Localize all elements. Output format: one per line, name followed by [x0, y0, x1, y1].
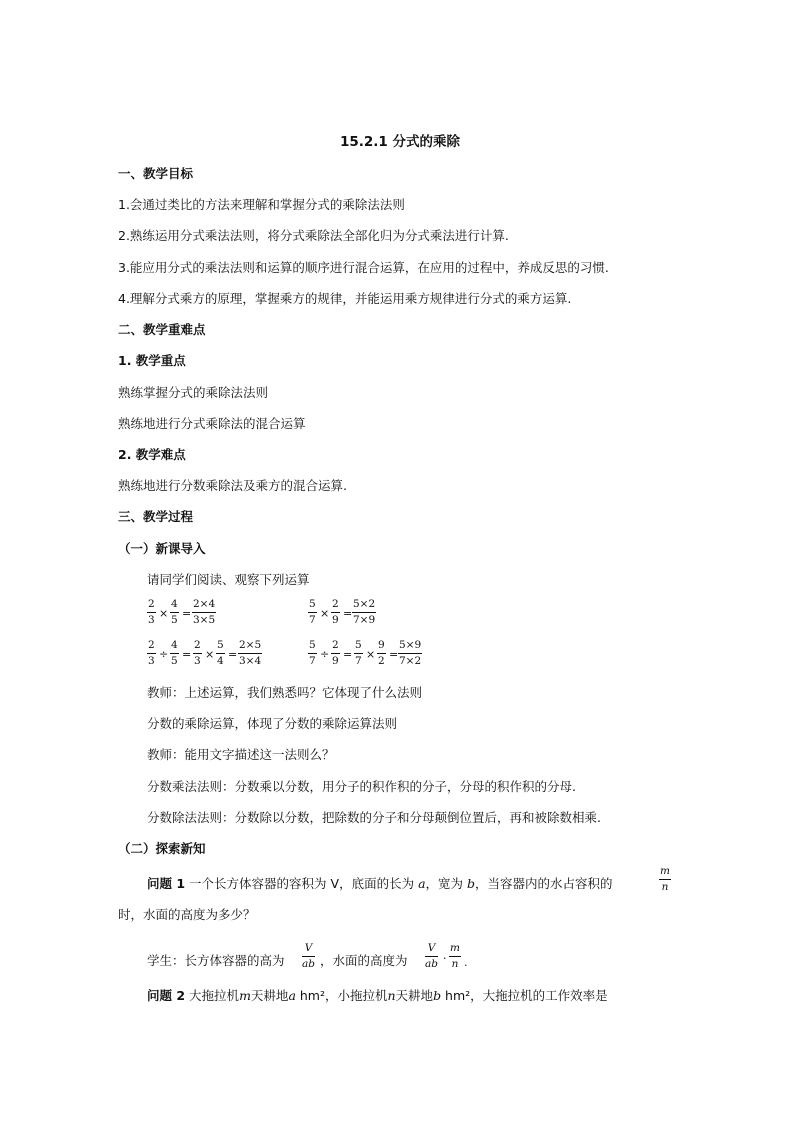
- math-fraction: $\frac{5}{7}$: [309, 639, 316, 667]
- subheading-difficulty: 2. 教学难点: [118, 447, 186, 462]
- section-heading-keypoints: 二、教学重难点: [118, 322, 206, 337]
- math-operator: =: [343, 648, 353, 661]
- dialog-line: 教师：上述运算，我们熟悉吗？它体现了什么法则: [147, 685, 423, 700]
- math-operator: ×: [320, 607, 330, 620]
- question-text: 天耕地: [250, 988, 289, 1003]
- math-fraction: $\frac{2\times 5}{3\times 4}$: [239, 639, 262, 667]
- math-variable: a: [288, 988, 296, 1003]
- part-heading-explore: （二）探索新知: [118, 841, 206, 856]
- math-operator: =: [228, 648, 238, 661]
- math-fraction: $\frac{5}{7}$: [309, 598, 316, 626]
- question-text: ，宽为: [425, 876, 464, 891]
- math-fraction: $\frac{5}{7}$: [355, 639, 362, 667]
- dialog-line: 分数的乘除运算，体现了分数的乘除运算法则: [147, 716, 398, 731]
- math-fraction: $\frac{V}{ab}$: [425, 942, 438, 970]
- dialog-line: 教师：能用文字描述这一法则么？: [147, 747, 335, 762]
- math-operator: ÷: [320, 648, 330, 661]
- question-label: 问题 1: [147, 876, 186, 891]
- question-1: [147, 878, 613, 891]
- question-text: 大拖拉机: [189, 988, 240, 1003]
- math-fraction: $\frac{2\times 4}{3\times 5}$: [193, 598, 216, 626]
- math-fraction: $\frac{2}{3}$: [194, 639, 201, 667]
- question-text: ，当容器内的水占容积的: [475, 876, 613, 891]
- page-title: 15.2.1 分式的乘除: [340, 134, 461, 150]
- math-fraction: $\frac{m}{n}$: [660, 865, 670, 893]
- focus-item: 熟练掌握分式的乘除法法则: [118, 385, 269, 400]
- part-heading-intro: （一）新课导入: [118, 541, 206, 556]
- math-fraction: $\frac{4}{5}$: [171, 639, 178, 667]
- math-fraction: $\frac{4}{5}$: [171, 598, 178, 626]
- section-heading-process: 三、教学过程: [118, 509, 194, 524]
- math-fraction: $\frac{5\times 9}{7\times 2}$: [399, 639, 422, 667]
- math-fraction: $\frac{2}{3}$: [148, 598, 155, 626]
- math-operator: =: [182, 648, 192, 661]
- math-operator: ×: [205, 648, 215, 661]
- math-variable: b: [433, 988, 442, 1003]
- question-label: 问题 2: [147, 988, 186, 1003]
- question-1-continued: 时，水面的高度为多少？: [118, 907, 256, 922]
- subheading-focus: 1. 教学重点: [118, 353, 186, 368]
- math-fraction: $\frac{5}{4}$: [217, 639, 224, 667]
- math-operator: ÷: [159, 648, 169, 661]
- goal-item: 2.熟练运用分式乘法法则，将分式乘除法全部化归为分式乘法进行计算.: [118, 228, 509, 243]
- math-fraction: $\frac{2}{9}$: [332, 639, 339, 667]
- question-text: hm²，小拖拉机: [295, 988, 388, 1003]
- math-operator: .: [464, 956, 468, 969]
- goal-item: 3.能应用分式的乘法法则和运算的顺序进行混合运算，在应用的过程中，养成反思的习惯.: [118, 260, 609, 275]
- answer-middle: ，水面的高度为: [320, 953, 408, 968]
- math-variable: n: [387, 988, 396, 1003]
- question-text: 一个长方体容器的容积为 V，底面的长为: [189, 876, 415, 891]
- math-fraction: $\frac{V}{ab}$: [302, 942, 315, 970]
- math-operator: =: [182, 607, 192, 620]
- math-variable: a: [418, 876, 426, 891]
- math-fraction: $\frac{2}{9}$: [332, 598, 339, 626]
- math-operator: =: [389, 648, 399, 661]
- math-operator: ×: [159, 607, 169, 620]
- math-variable: b: [467, 876, 476, 891]
- intro-text: 请同学们阅读、观察下列运算: [147, 572, 310, 587]
- dialog-line: 分数除法法则：分数除以分数，把除数的分子和分母颠倒位置后，再和被除数相乘.: [147, 810, 601, 825]
- math-operator: ×: [366, 648, 376, 661]
- focus-item: 熟练地进行分式乘除法的混合运算: [118, 416, 306, 431]
- goal-item: 4.理解分式乘方的原理，掌握乘方的规律，并能运用乘方规律进行分式的乘方运算.: [118, 291, 572, 306]
- goal-item: 1.会通过类比的方法来理解和掌握分式的乘除法法则: [118, 197, 405, 212]
- math-operator: =: [343, 607, 353, 620]
- difficulty-item: 熟练地进行分数乘除法及乘方的混合运算.: [118, 478, 347, 493]
- question-text: hm²，大拖拉机的工作效率是: [441, 988, 608, 1003]
- math-fraction: $\frac{9}{2}$: [378, 639, 385, 667]
- question-2: [147, 990, 608, 1003]
- question-text: 天耕地: [395, 988, 434, 1003]
- math-operator: ·: [443, 952, 447, 965]
- dialog-line: 分数乘法法则：分数乘以分数，用分子的积作积的分子，分母的积作积的分母.: [147, 779, 576, 794]
- math-fraction: $\frac{m}{n}$: [450, 942, 460, 970]
- math-fraction: $\frac{2}{3}$: [148, 639, 155, 667]
- section-heading-goals: 一、教学目标: [118, 166, 194, 181]
- answer-prefix: 学生：长方体容器的高为: [147, 953, 285, 968]
- math-fraction: $\frac{5\times 2}{7\times 9}$: [353, 598, 376, 626]
- math-variable: m: [239, 988, 251, 1003]
